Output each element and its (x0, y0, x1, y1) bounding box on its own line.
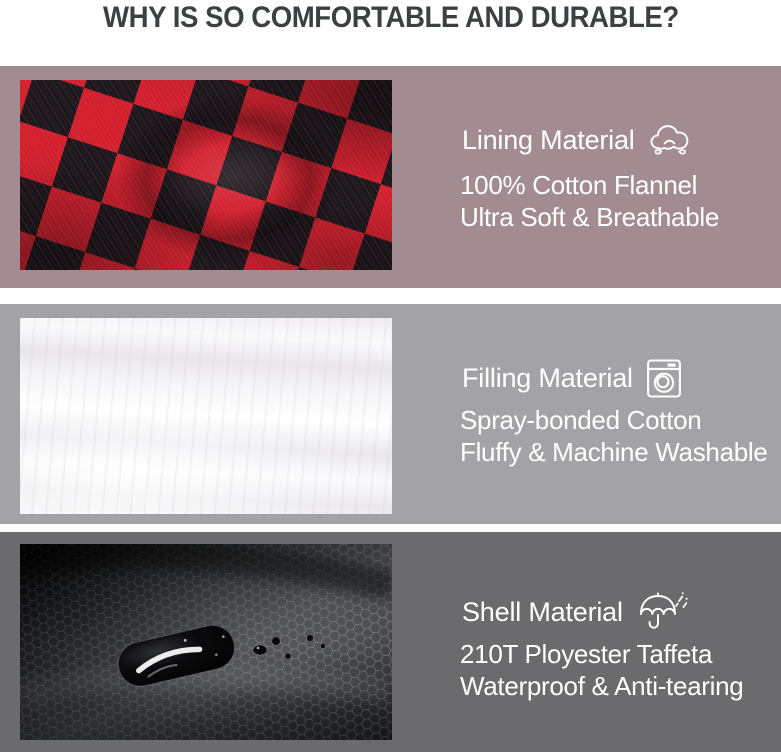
filling-description (460, 404, 768, 468)
page-title: WHY IS SO COMFORTABLE AND DURABLE? (102, 1, 679, 34)
lining-fabric-photo (20, 80, 392, 270)
shell-description (460, 638, 743, 702)
section-lining-material (0, 66, 781, 288)
section-filling-material (0, 304, 781, 524)
cotton-batting-texture (20, 318, 392, 514)
shell-fabric-photo (20, 544, 392, 740)
description-line: Fluffy & Machine Washable (460, 437, 768, 467)
description-line: 210T Ployester Taffeta (460, 639, 713, 669)
washing-machine-icon (646, 358, 682, 399)
section-heading: Filling Material (462, 362, 633, 393)
cotton-boll-icon (648, 120, 692, 160)
umbrella-rain-icon (636, 590, 688, 635)
description-line: Ultra Soft & Breathable (460, 202, 720, 232)
filling-cotton-photo (20, 318, 392, 514)
description-line: Spray-bonded Cotton (460, 405, 702, 435)
header (0, 0, 781, 56)
lining-heading-row (462, 119, 692, 161)
shell-heading-row (462, 591, 688, 633)
description-line: Waterproof & Anti-tearing (460, 671, 744, 701)
section-heading: Lining Material (462, 124, 635, 155)
section-heading: Shell Material (462, 596, 623, 627)
honeycomb-fabric-art (20, 544, 392, 740)
lining-description (460, 169, 719, 233)
filling-heading-row (462, 357, 682, 399)
plaid-fold-shading (20, 80, 392, 270)
section-shell-material (0, 532, 781, 752)
description-line: 100% Cotton Flannel (460, 170, 698, 200)
